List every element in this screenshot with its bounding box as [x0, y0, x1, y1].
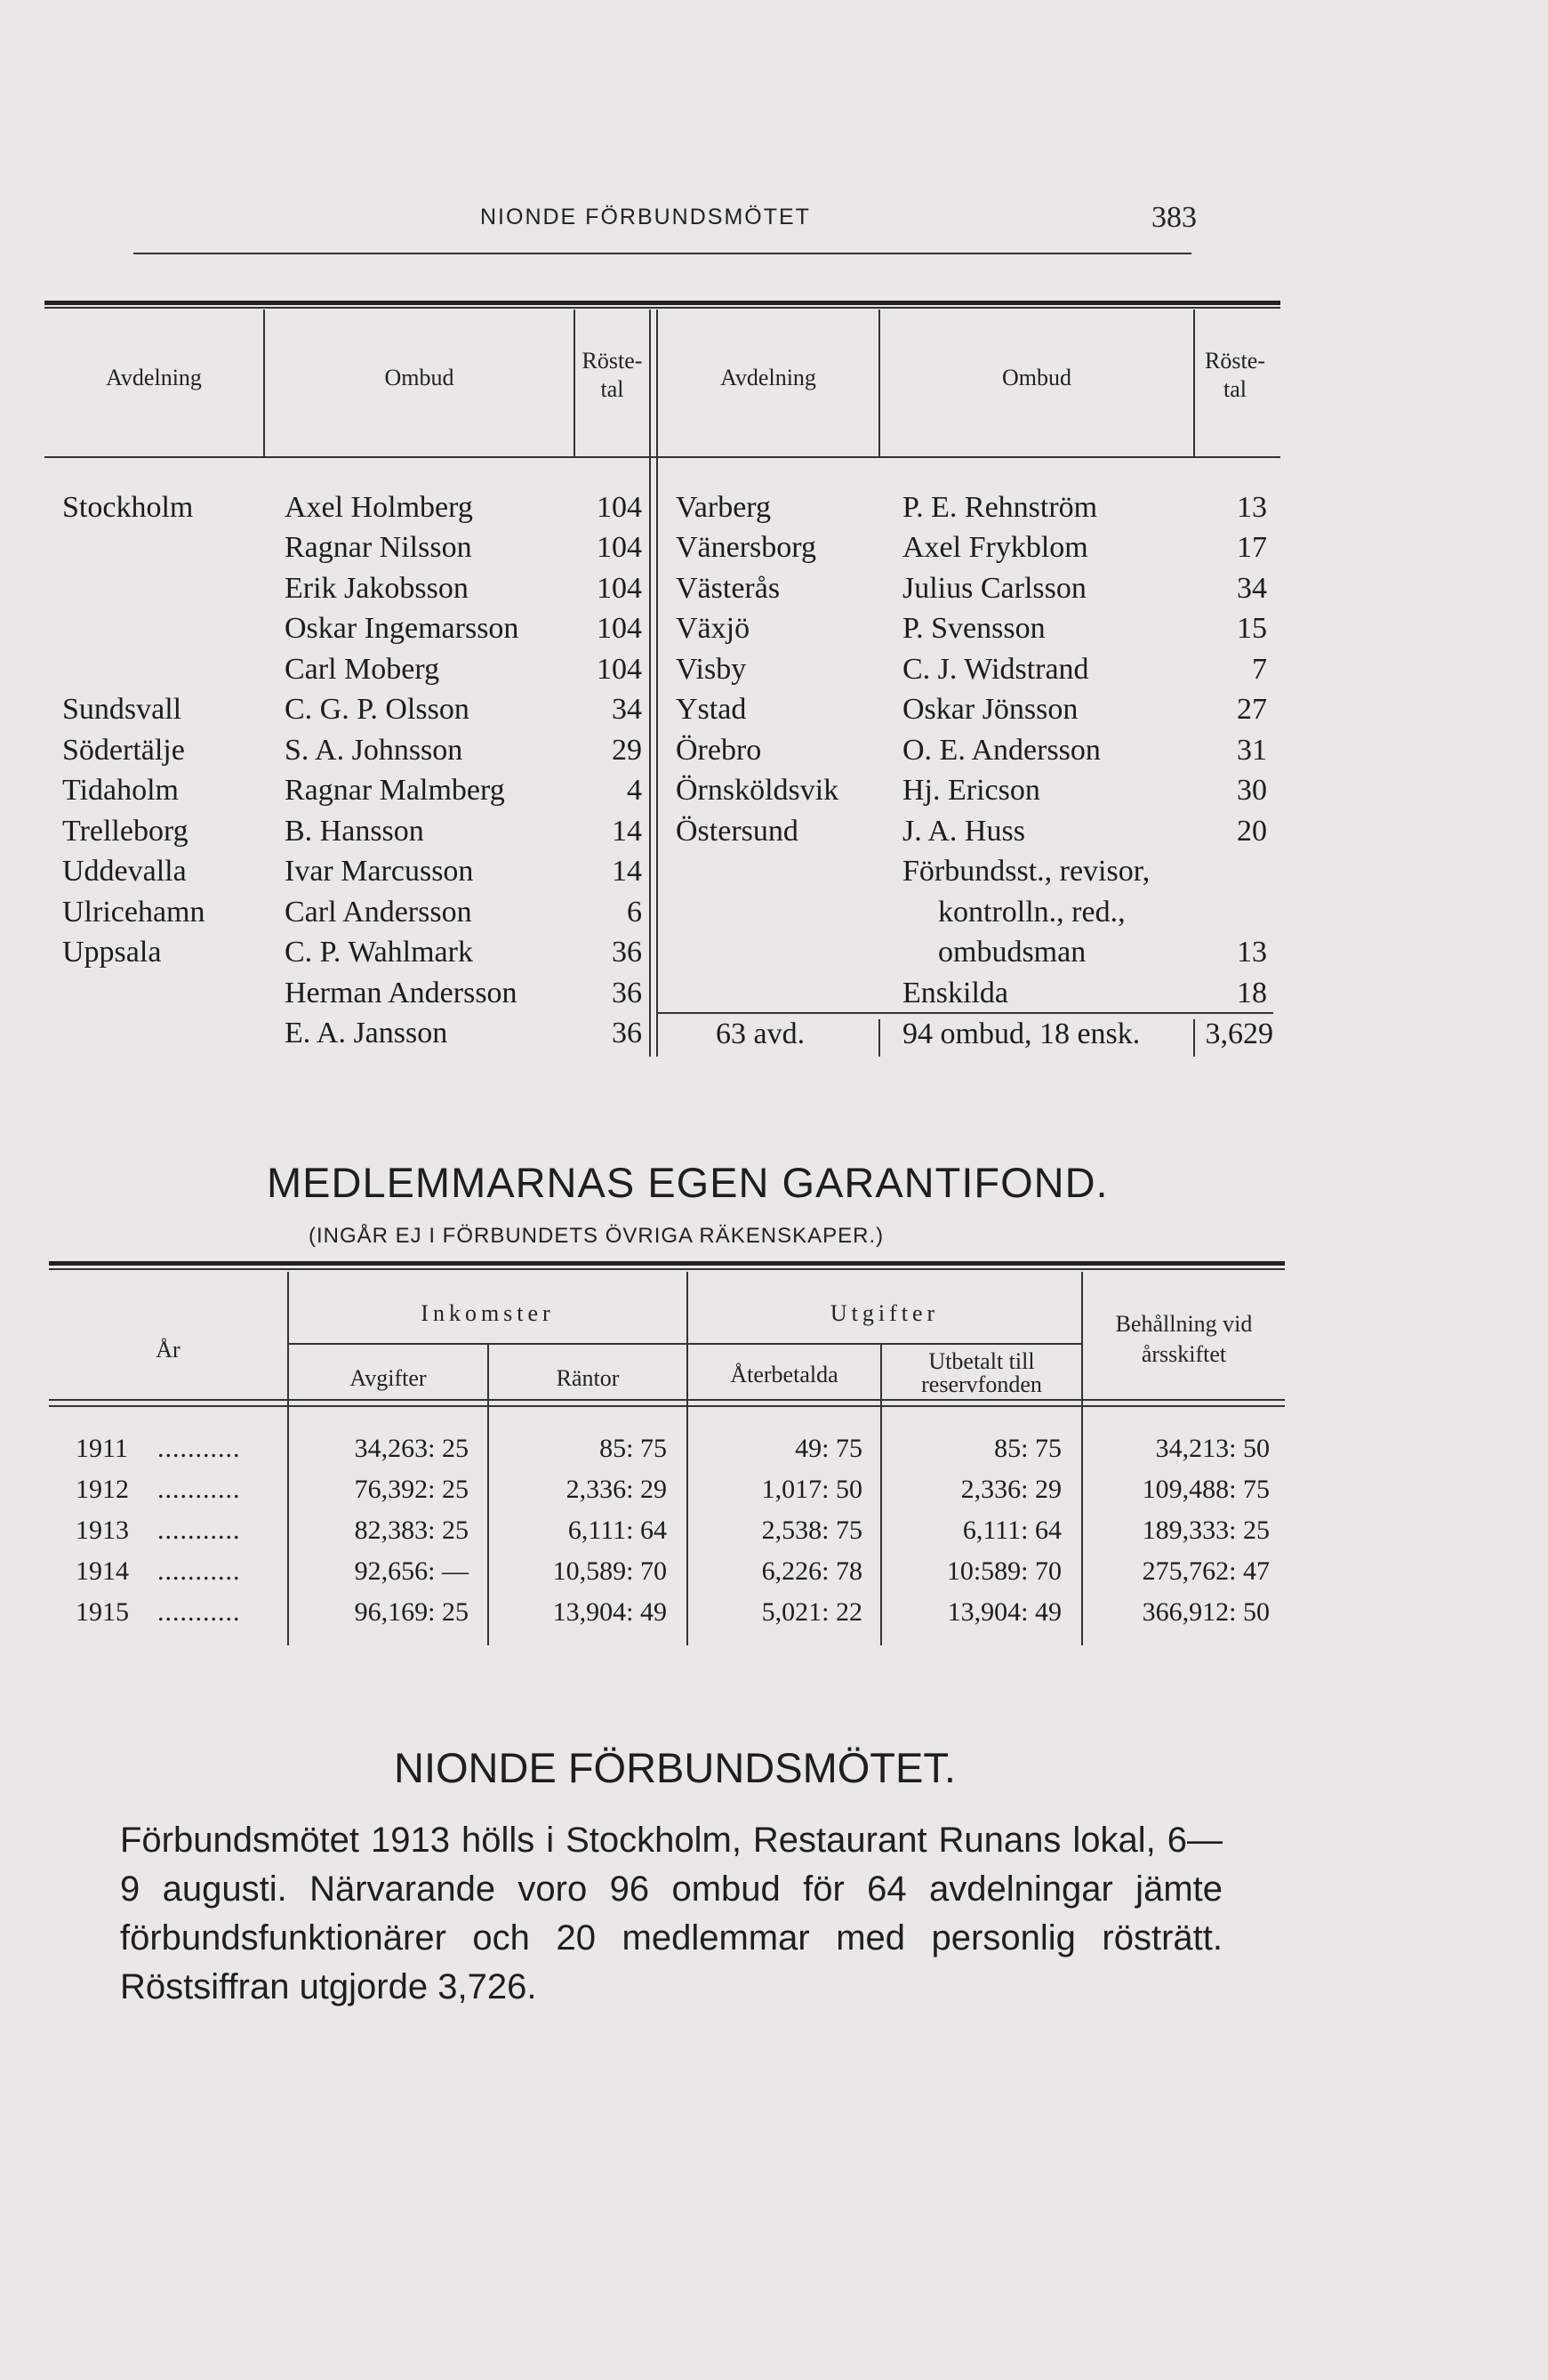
- left-ombud-2: Erik Jakobsson: [285, 572, 469, 605]
- right-avd-8: Östersund: [676, 815, 798, 848]
- row-1915-leader: ...........: [157, 1597, 241, 1627]
- row-1915-rantor: 13,904: 49: [552, 1597, 667, 1627]
- header-ombud-left: Ombud: [384, 365, 454, 390]
- left-rost-13: 36: [612, 1017, 642, 1049]
- table2-header-rule: [49, 1399, 1285, 1401]
- right-rost-3: 15: [1237, 612, 1267, 645]
- garantifond-table: [49, 1261, 1285, 1635]
- right-ombud-8: J. A. Huss: [902, 815, 1025, 848]
- row-1913-behallning: 189,333: 25: [1142, 1516, 1270, 1545]
- left-avd-9: Uddevalla: [62, 855, 187, 888]
- row-1915-behallning: 366,912: 50: [1142, 1597, 1270, 1627]
- header-behallning-line1: Behållning vid: [1115, 1311, 1253, 1337]
- left-ombud-7: Ragnar Malmberg: [285, 774, 505, 807]
- right-ombud-9: Förbundsst., revisor,: [902, 855, 1151, 888]
- left-avd-11: Uppsala: [62, 936, 162, 969]
- left-rost-5: 34: [612, 693, 642, 726]
- running-title: NIONDE FÖRBUNDSMÖTET: [480, 205, 811, 229]
- right-ombud-5: Oskar Jönsson: [902, 693, 1079, 726]
- right-ombud-10: kontrolln., red.,: [938, 896, 1126, 929]
- header-avdelning-left: Avdelning: [106, 365, 202, 390]
- left-ombud-1: Ragnar Nilsson: [285, 531, 472, 564]
- right-rost-6: 31: [1237, 734, 1267, 767]
- section-title-nionde: NIONDE FÖRBUNDSMÖTET.: [394, 1744, 956, 1791]
- left-avd-6: Södertälje: [62, 734, 185, 767]
- right-rost-5: 27: [1237, 693, 1267, 726]
- left-ombud-10: Carl Andersson: [285, 896, 472, 929]
- table1-header-rule: [44, 456, 1280, 458]
- right-avd-1: Vänersborg: [676, 531, 816, 564]
- left-rost-1: 104: [597, 531, 642, 564]
- right-rost-11: 13: [1237, 936, 1267, 969]
- row-1915-aterbetalda: 5,021: 22: [761, 1597, 862, 1627]
- header-behallning-line2: årsskiftet: [1141, 1341, 1227, 1367]
- left-ombud-13: E. A. Jansson: [285, 1017, 448, 1049]
- row-1911-leader: ...........: [157, 1434, 241, 1463]
- row-1912-aterbetalda: 1,017: 50: [761, 1475, 862, 1504]
- totals-rost: 3,629: [1205, 1017, 1273, 1050]
- row-1914-aterbetalda: 6,226: 78: [761, 1556, 862, 1586]
- header-ar: År: [156, 1337, 180, 1363]
- right-ombud-6: O. E. Andersson: [902, 734, 1101, 767]
- right-ombud-2: Julius Carlsson: [902, 572, 1087, 605]
- left-avd-10: Ulricehamn: [62, 896, 205, 929]
- row-1912-behallning: 109,488: 75: [1142, 1475, 1270, 1504]
- row-1911-behallning: 34,213: 50: [1155, 1434, 1270, 1463]
- left-ombud-8: B. Hansson: [285, 815, 424, 848]
- right-avd-3: Växjö: [676, 612, 750, 645]
- row-1912-avgifter: 76,392: 25: [354, 1475, 469, 1504]
- left-ombud-3: Oskar Ingemarsson: [285, 612, 519, 645]
- row-1911-rantor: 85: 75: [599, 1434, 667, 1463]
- right-ombud-7: Hj. Ericson: [902, 774, 1040, 807]
- row-1914-behallning: 275,762: 47: [1142, 1556, 1270, 1586]
- row-1911-aterbetalda: 49: 75: [795, 1434, 862, 1463]
- row-1915-utbetalt: 13,904: 49: [947, 1597, 1062, 1627]
- left-ombud-5: C. G. P. Olsson: [285, 693, 469, 726]
- left-ombud-6: S. A. Johnsson: [285, 734, 463, 767]
- right-ombud-4: C. J. Widstrand: [902, 653, 1089, 686]
- left-rost-12: 36: [612, 977, 642, 1009]
- right-rost-2: 34: [1237, 572, 1267, 605]
- row-1911-year: 1911: [76, 1434, 128, 1463]
- right-ombud-11: ombudsman: [938, 936, 1087, 969]
- right-ombud-0: P. E. Rehnström: [902, 491, 1098, 524]
- row-1913-year: 1913: [76, 1516, 129, 1545]
- right-avd-5: Ystad: [676, 693, 747, 726]
- row-1915-year: 1915: [76, 1597, 129, 1627]
- row-1914-avgifter: 92,656: —: [354, 1556, 469, 1586]
- row-1914-year: 1914: [76, 1556, 129, 1586]
- totals-avd: 63 avd.: [716, 1017, 806, 1050]
- totals-ombud: 94 ombud, 18 ensk.: [902, 1017, 1141, 1050]
- header-avdelning-right: Avdelning: [720, 365, 816, 390]
- row-1912-year: 1912: [76, 1475, 129, 1504]
- row-1912-rantor: 2,336: 29: [565, 1475, 667, 1504]
- right-rost-4: 7: [1252, 653, 1267, 686]
- right-rost-8: 20: [1237, 815, 1267, 848]
- row-1911-avgifter: 34,263: 25: [354, 1434, 469, 1463]
- right-avd-6: Örebro: [676, 734, 762, 767]
- left-rost-4: 104: [597, 653, 642, 686]
- header-rule: [133, 253, 1191, 254]
- right-rost-7: 30: [1237, 774, 1267, 807]
- left-ombud-0: Axel Holmberg: [285, 491, 473, 524]
- row-1914-utbetalt: 10:589: 70: [946, 1556, 1062, 1586]
- left-ombud-9: Ivar Marcusson: [285, 855, 474, 888]
- row-1913-avgifter: 82,383: 25: [354, 1516, 469, 1545]
- right-ombud-12: Enskilda: [902, 977, 1008, 1009]
- right-rost-0: 13: [1237, 491, 1267, 524]
- right-avd-7: Örnsköldsvik: [676, 774, 839, 807]
- header-utbetalt-line2: reservfonden: [921, 1371, 1042, 1397]
- body-paragraph: Förbundsmötet 1913 hölls i Stockholm, Restaurant Runans lokal, 6—9 augusti. Närvarande voro 96 ombud för 64 avdelningar jämte förbundsfunktionärer och 20 medlemmar med personlig rösträtt. Röstsiffran utgjorde 3,726.: [120, 1821, 1223, 2006]
- row-1914-leader: ...........: [157, 1556, 241, 1586]
- table1-top-rule: [44, 301, 1280, 305]
- header-ombud-right: Ombud: [1002, 365, 1071, 390]
- left-rost-2: 104: [597, 572, 642, 605]
- left-avd-0: Stockholm: [62, 491, 194, 524]
- header-inkomster: Inkomster: [421, 1300, 555, 1326]
- row-1913-rantor: 6,111: 64: [567, 1516, 667, 1545]
- row-1913-utbetalt: 6,111: 64: [962, 1516, 1062, 1545]
- row-1913-aterbetalda: 2,538: 75: [761, 1516, 862, 1545]
- row-1915-avgifter: 96,169: 25: [354, 1597, 469, 1627]
- table2-subheader-rule: [289, 1343, 1081, 1345]
- section-subtitle-garantifond: (INGÅR EJ I FÖRBUNDETS ÖVRIGA RÄKENSKAPER.): [309, 1224, 885, 1248]
- header-rantor: Räntor: [556, 1365, 620, 1391]
- header-rostetal-right: Röste-tal: [1205, 348, 1265, 402]
- table2-top-rule: [49, 1261, 1285, 1266]
- header-avgifter: Avgifter: [349, 1365, 427, 1391]
- left-rost-11: 36: [612, 936, 642, 969]
- left-rost-6: 29: [612, 734, 642, 767]
- right-avd-0: Varberg: [676, 491, 771, 524]
- left-ombud-4: Carl Moberg: [285, 653, 440, 686]
- left-avd-5: Sundsvall: [62, 693, 182, 726]
- right-avd-2: Västerås: [676, 572, 781, 605]
- left-rost-8: 14: [612, 815, 642, 848]
- left-ombud-12: Herman Andersson: [285, 977, 517, 1009]
- left-rost-10: 6: [627, 896, 642, 929]
- right-avd-4: Visby: [676, 653, 747, 686]
- header-utgifter: Utgifter: [830, 1300, 940, 1326]
- row-1912-utbetalt: 2,336: 29: [960, 1475, 1062, 1504]
- left-rost-0: 104: [597, 491, 642, 524]
- left-avd-7: Tidaholm: [62, 774, 180, 807]
- row-1911-utbetalt: 85: 75: [994, 1434, 1062, 1463]
- left-avd-8: Trelleborg: [62, 815, 188, 848]
- row-1912-leader: ...........: [157, 1475, 241, 1504]
- right-ombud-3: P. Svensson: [902, 612, 1046, 645]
- right-ombud-1: Axel Frykblom: [902, 531, 1088, 564]
- right-rost-1: 17: [1237, 531, 1267, 564]
- left-rost-3: 104: [597, 612, 642, 645]
- header-rostetal-left: Röste-tal: [582, 348, 643, 402]
- delegates-table: [44, 301, 1280, 1065]
- section-title-garantifond: MEDLEMMARNAS EGEN GARANTIFOND.: [267, 1159, 1109, 1206]
- header-utbetalt-line1: Utbetalt till: [928, 1348, 1035, 1374]
- row-1913-leader: ...........: [157, 1516, 241, 1545]
- left-ombud-11: C. P. Wahlmark: [285, 936, 473, 969]
- left-rost-9: 14: [612, 855, 642, 888]
- right-rost-12: 18: [1237, 977, 1267, 1009]
- page-number: 383: [1151, 201, 1197, 234]
- header-aterbetalda: Återbetalda: [730, 1362, 838, 1387]
- left-rost-7: 4: [627, 774, 642, 807]
- row-1914-rantor: 10,589: 70: [552, 1556, 667, 1586]
